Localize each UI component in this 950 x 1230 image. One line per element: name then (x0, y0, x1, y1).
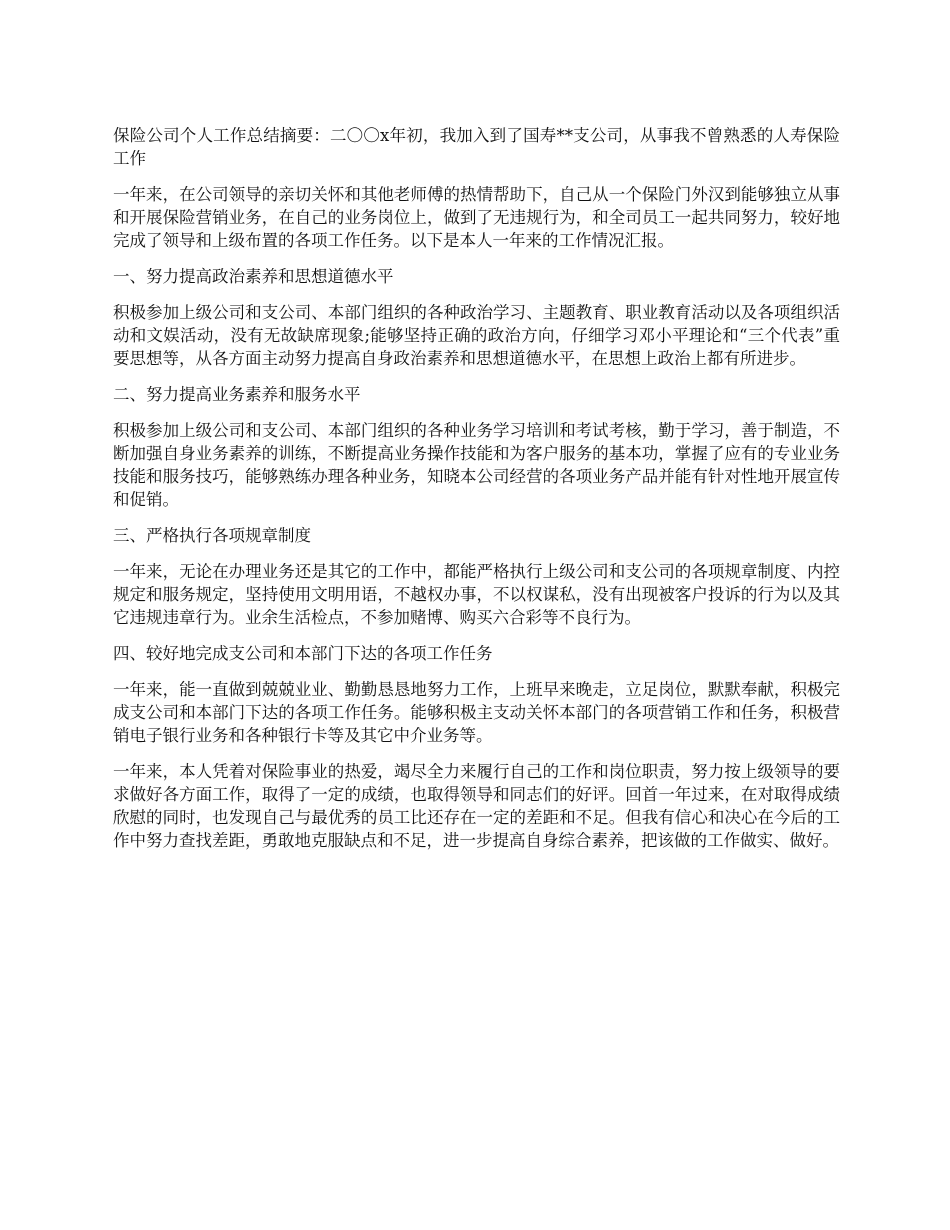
intro-paragraph: 一年来，在公司领导的亲切关怀和其他老师傅的热情帮助下，自己从一个保险门外汉到能够独立从事和开展保险营销业务，在自己的业务岗位上，做到了无违规行为，和全司员工一起共同努力，较好地完成了领导和上级布置的各项工作任务。以下是本人一年来的工作情况汇报。 (113, 185, 840, 250)
section-heading-3: 三、严格执行各项规章制度 (113, 526, 311, 545)
section-paragraph-2: 积极参加上级公司和支公司、本部门组织的各种业务学习培训和考试考核，勤于学习，善于制造，不断加强自身业务素养的训练，不断提高业务操作技能和为客户服务的基本功，掌握了应有的专业业务技能和服务技巧，能够熟练办理各种业务，知晓本公司经营的各项业务产品并能有针对性地开展宣传和促销。 (113, 421, 840, 509)
section-paragraph-1: 积极参加上级公司和支公司、本部门组织的各种政治学习、主题教育、职业教育活动以及各项组织活动和文娱活动，没有无故缺席现象;能够坚持正确的政治方向，仔细学习邓小平理论和“三个代表”重要思想等，从各方面主动努力提高自身政治素养和思想道德水平，在思想上政治上都有所进步。 (113, 303, 840, 368)
section-heading-2: 二、努力提高业务素养和服务水平 (113, 385, 361, 404)
conclusion-paragraph: 一年来，本人凭着对保险事业的热爱，竭尽全力来履行自己的工作和岗位职责，努力按上级领导的要求做好各方面工作，取得了一定的成绩，也取得领导和同志们的好评。回首一年过来，在对取得成绩欣慰的同时，也发现自己与最优秀的员工比还存在一定的差距和不足。但我有信心和决心在今后的工作中努力查找差距，勇敢地克服缺点和不足，进一步提高自身综合素养，把该做的工作做实、做好。 (113, 762, 840, 850)
section-heading-1: 一、努力提高政治素养和思想道德水平 (113, 267, 394, 286)
document-body (113, 124, 840, 865)
summary-paragraph: 保险公司个人工作总结摘要：二〇〇x年初，我加入到了国寿**支公司，从事我不曾熟悉的人寿保险工作 (113, 126, 840, 168)
section-paragraph-3: 一年来，无论在办理业务还是其它的工作中，都能严格执行上级公司和支公司的各项规章制度、内控规定和服务规定，坚持使用文明用语，不越权办事，不以权谋私，没有出现被客户投诉的行为以及其它违规违章行为。业余生活检点，不参加赌博、购买六合彩等不良行为。 (113, 562, 840, 627)
section-paragraph-4: 一年来，能一直做到兢兢业业、勤勤恳恳地努力工作，上班早来晚走，立足岗位，默默奉献，积极完成支公司和本部门下达的各项工作任务。能够积极主支动关怀本部门的各项营销工作和任务，积极营销电子银行业务和各种银行卡等及其它中介业务等。 (113, 680, 840, 745)
section-heading-4: 四、较好地完成支公司和本部门下达的各项工作任务 (113, 644, 493, 663)
